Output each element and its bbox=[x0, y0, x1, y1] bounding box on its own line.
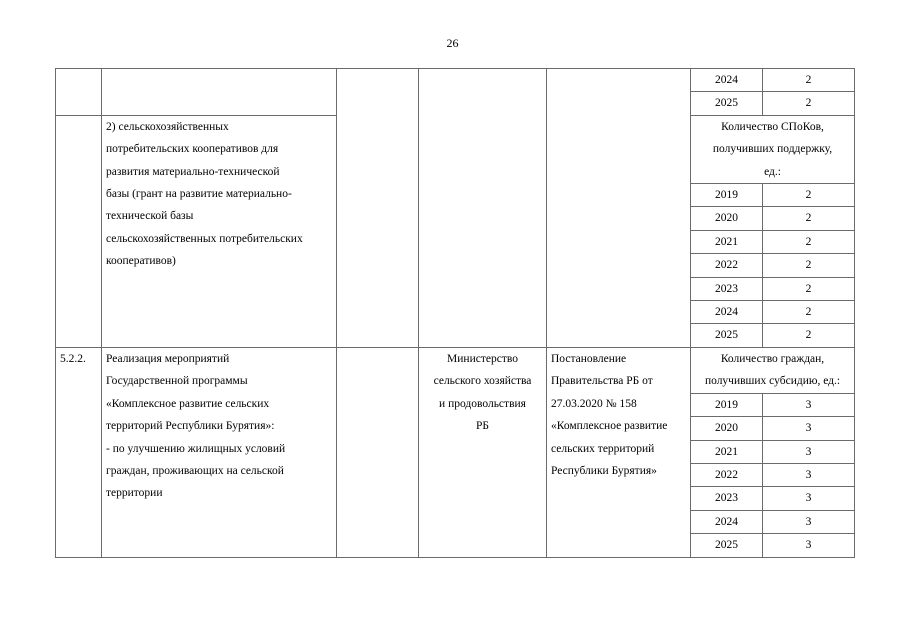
indicator-cell bbox=[691, 347, 855, 393]
year-cell: 2019 bbox=[691, 393, 763, 416]
year-cell: 2023 bbox=[691, 487, 763, 510]
description-cell bbox=[102, 115, 337, 347]
year-cell: 2024 bbox=[691, 301, 763, 324]
year-cell: 2025 bbox=[691, 92, 763, 115]
description-line: территорий Республики Бурятия»: bbox=[106, 420, 275, 433]
executor-line: и продовольствия bbox=[439, 397, 526, 410]
year-cell: 2022 bbox=[691, 463, 763, 486]
basis-cell bbox=[547, 69, 691, 348]
description-line: 2) сельскохозяйственных bbox=[106, 120, 229, 133]
executor-line: сельского хозяйства bbox=[433, 375, 532, 388]
description-cell bbox=[102, 347, 337, 557]
description-line: граждан, проживающих на сельской bbox=[106, 464, 284, 477]
value-cell: 3 bbox=[763, 510, 855, 533]
description-line: сельскохозяйственных потребительских bbox=[106, 232, 303, 245]
description-line: кооперативов) bbox=[106, 255, 176, 268]
indicator-line: Количество граждан, bbox=[720, 352, 825, 365]
executor-cell bbox=[419, 69, 547, 348]
description-line: развития материально-технической bbox=[106, 165, 280, 178]
indicator-line: ед.: bbox=[764, 165, 781, 178]
executor-line: РБ bbox=[476, 420, 489, 433]
indicator-line: получивших поддержку, bbox=[712, 143, 833, 156]
basis-line: Правительства РБ от bbox=[551, 375, 653, 388]
indicator-line: получивших субсидию, ед.: bbox=[704, 375, 841, 388]
value-cell: 2 bbox=[763, 301, 855, 324]
empty-column-cell bbox=[337, 69, 419, 348]
measures-table bbox=[55, 68, 855, 558]
description-line: территории bbox=[106, 487, 163, 500]
year-cell: 2019 bbox=[691, 184, 763, 207]
year-cell: 2020 bbox=[691, 207, 763, 230]
description-line: Государственной программы bbox=[106, 375, 248, 388]
basis-line: 27.03.2020 № 158 bbox=[551, 397, 637, 410]
year-cell: 2025 bbox=[691, 534, 763, 557]
value-cell: 2 bbox=[763, 207, 855, 230]
description-line: - по улучшению жилищных условий bbox=[106, 442, 286, 455]
value-cell: 3 bbox=[763, 463, 855, 486]
year-cell: 2023 bbox=[691, 277, 763, 300]
number-cell: 5.2.2. bbox=[56, 347, 102, 557]
value-cell: 3 bbox=[763, 417, 855, 440]
value-cell: 3 bbox=[763, 440, 855, 463]
basis-line: Постановление bbox=[551, 352, 627, 365]
page-number: 26 bbox=[446, 36, 459, 50]
value-cell: 2 bbox=[763, 324, 855, 347]
value-cell: 2 bbox=[763, 69, 855, 92]
value-cell: 2 bbox=[763, 92, 855, 115]
basis-line: «Комплексное развитие bbox=[551, 420, 668, 433]
description-line: базы (грант на развитие материально- bbox=[106, 188, 292, 201]
empty-column-cell bbox=[337, 347, 419, 557]
value-cell: 3 bbox=[763, 393, 855, 416]
executor-line: Министерство bbox=[447, 352, 518, 365]
year-cell: 2025 bbox=[691, 324, 763, 347]
indicator-line: Количество СПоКов, bbox=[721, 120, 824, 133]
indicator-cell bbox=[691, 115, 855, 183]
description-line: технической базы bbox=[106, 210, 194, 223]
number-cell bbox=[56, 115, 102, 347]
value-cell: 2 bbox=[763, 184, 855, 207]
description-line: «Комплексное развитие сельских bbox=[106, 397, 270, 410]
year-cell: 2021 bbox=[691, 440, 763, 463]
description-line: Реализация мероприятий bbox=[106, 352, 230, 365]
basis-line: сельских территорий bbox=[551, 442, 655, 455]
table-row bbox=[56, 69, 855, 92]
description-line: потребительских кооперативов для bbox=[106, 143, 279, 156]
description-cell bbox=[102, 69, 337, 116]
value-cell: 2 bbox=[763, 230, 855, 253]
year-cell: 2021 bbox=[691, 230, 763, 253]
value-cell: 2 bbox=[763, 254, 855, 277]
year-cell: 2020 bbox=[691, 417, 763, 440]
value-cell: 2 bbox=[763, 277, 855, 300]
number-cell bbox=[56, 69, 102, 116]
value-cell: 3 bbox=[763, 534, 855, 557]
executor-cell bbox=[419, 347, 547, 557]
year-cell: 2024 bbox=[691, 69, 763, 92]
value-cell: 3 bbox=[763, 487, 855, 510]
year-cell: 2022 bbox=[691, 254, 763, 277]
basis-cell bbox=[547, 347, 691, 557]
year-cell: 2024 bbox=[691, 510, 763, 533]
basis-line: Республики Бурятия» bbox=[551, 464, 657, 477]
